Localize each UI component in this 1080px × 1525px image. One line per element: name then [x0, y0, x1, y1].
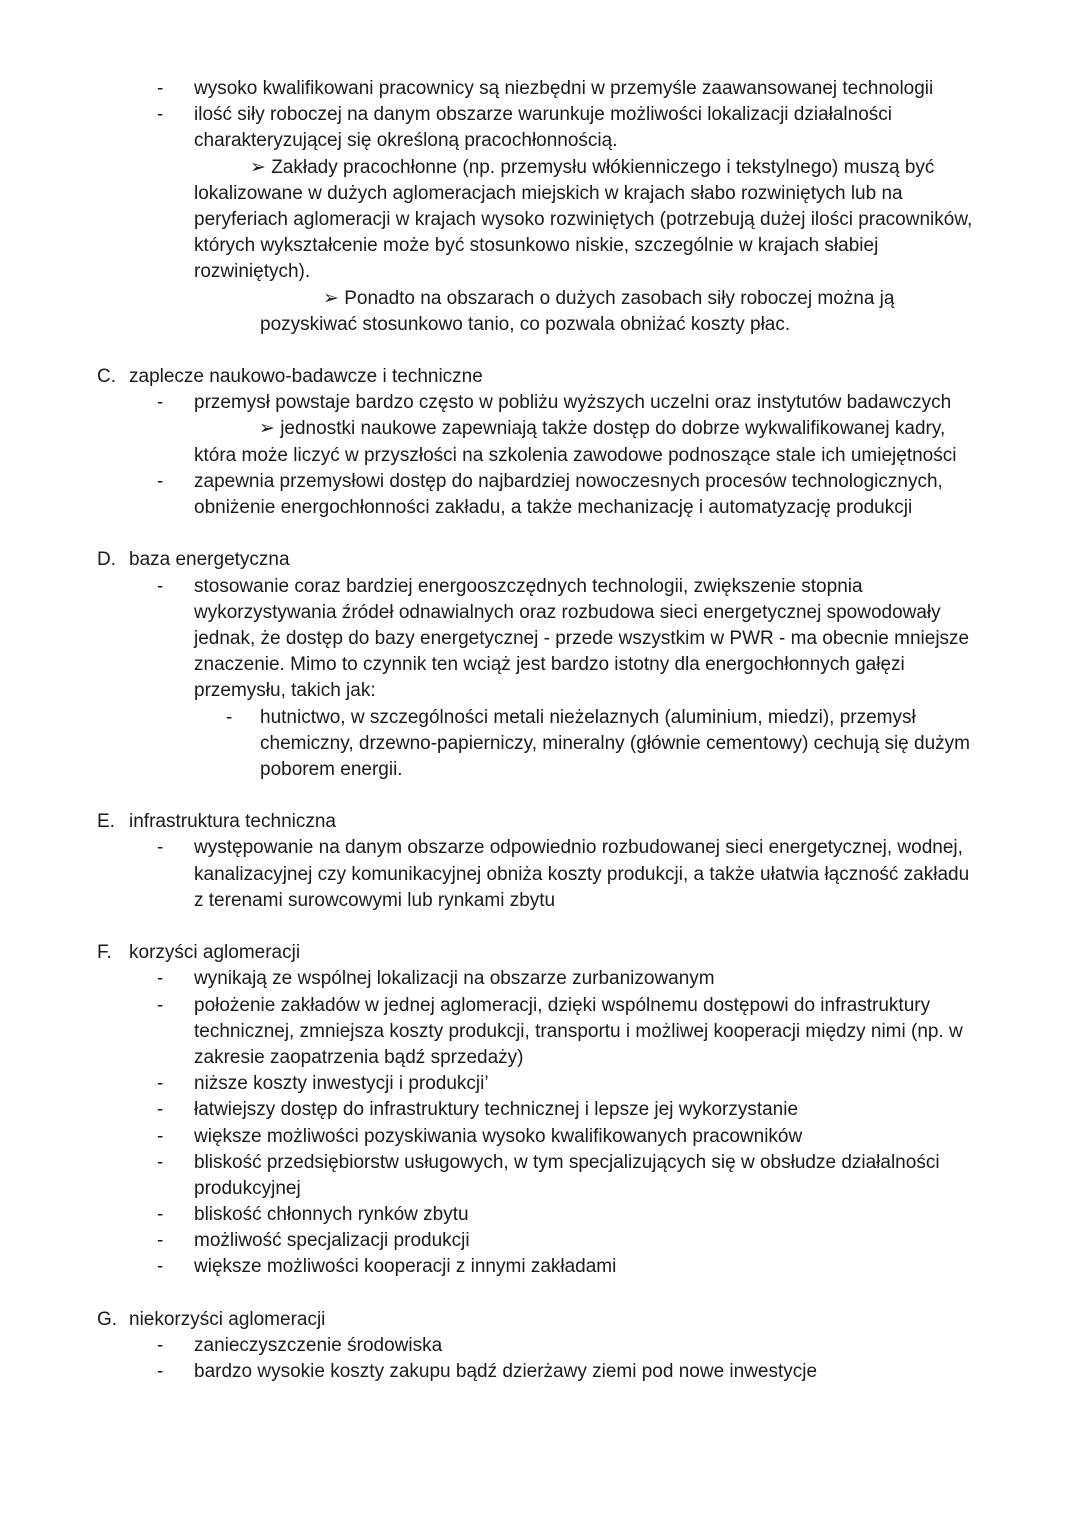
- bullet-line: [0, 1359, 1080, 1385]
- sub-bullet-continuation: [0, 757, 1080, 783]
- section-letter: C.: [97, 366, 116, 388]
- section-title: niekorzyści aglomeracji: [129, 1308, 326, 1330]
- bullet-line: [0, 1124, 1080, 1150]
- bullet-dash: -: [157, 994, 164, 1016]
- section-letter: F.: [97, 942, 112, 964]
- bullet-continuation: [0, 495, 1080, 521]
- bullet-text: położenie zakładów w jednej aglomeracji, dzięki wspólnemu dostępowi do infrastruktury: [194, 994, 931, 1016]
- bullet-dash: -: [157, 968, 164, 990]
- bullet-text: technicznej, zmniejsza koszty produkcji, transportu i możliwej kooperacji między nimi (np. w: [194, 1020, 963, 1042]
- bullet-text: łatwiejszy dostęp do infrastruktury technicznej i lepsze jej wykorzystanie: [194, 1099, 799, 1121]
- bullet-line: [0, 1150, 1080, 1176]
- section-heading-f: [0, 940, 1080, 966]
- arrow-point-text: których wykształcenie może być stosunkowo niskie, szczególnie w krajach słabiej: [194, 235, 879, 257]
- bullet-text: zanieczyszczenie środowiska: [194, 1335, 443, 1356]
- bullet-text: występowanie na danym obszarze odpowiednio rozbudowanej sieci energetycznej, wodnej,: [194, 837, 963, 859]
- arrow-point-text: która może liczyć w przyszłości na szkolenia zawodowe podnoszące stale ich umiejętności: [194, 444, 957, 466]
- arrow-line: [0, 416, 1080, 442]
- bullet-text: większe możliwości kooperacji z innymi zakładami: [194, 1256, 617, 1278]
- bullet-text: bardzo wysokie koszty zakupu bądź dzierżawy ziemi pod nowe inwestycje: [194, 1361, 818, 1383]
- bullet-text: wykorzystywania źródeł odnawialnych oraz rozbudowa sieci energetycznej spowodowały: [194, 601, 941, 623]
- bullet-continuation: [0, 128, 1080, 154]
- section-title: infrastruktura techniczna: [129, 811, 336, 833]
- bullet-text: znaczenie. Mimo to czynnik ten wciąż jest bardzo istotny dla energochłonnych gałęzi: [194, 654, 905, 676]
- section-heading-g: [0, 1307, 1080, 1333]
- bullet-line: [0, 1254, 1080, 1280]
- arrow-continuation: [0, 443, 1080, 469]
- bullet-line: [0, 469, 1080, 495]
- bullet-dash: -: [157, 104, 164, 126]
- bullet-dash: -: [157, 1335, 164, 1356]
- bullet-dash: -: [157, 1204, 164, 1226]
- bullet-text: z terenami surowcowymi lub rynkami zbytu: [194, 889, 556, 911]
- arrow-point-text: peryferiach aglomeracji w krajach wysoko rozwiniętych (potrzebują dużej ilości pracowników,: [194, 208, 973, 230]
- arrow-continuation: [0, 207, 1080, 233]
- bullet-line: [0, 1202, 1080, 1228]
- bullet-text: przemysł powstaje bardzo często w pobliżu wyższych uczelni oraz instytutów badawczych: [194, 392, 952, 414]
- bullet-dash: -: [157, 1256, 164, 1278]
- arrow-point-text: rozwiniętych).: [194, 261, 311, 283]
- sub-bullet-continuation: [0, 731, 1080, 757]
- section-letter: D.: [97, 549, 116, 571]
- section-heading-c: [0, 364, 1080, 390]
- section-title: zaplecze naukowo-badawcze i techniczne: [129, 366, 483, 388]
- bullet-dash: -: [157, 837, 164, 859]
- bullet-text: zapewnia przemysłowi dostęp do najbardziej nowoczesnych procesów technologicznych,: [194, 470, 943, 492]
- bullet-dash: -: [157, 1151, 164, 1173]
- arrow-line: [0, 286, 1080, 312]
- bullet-line: [0, 574, 1080, 600]
- document-page: [0, 76, 1080, 1385]
- arrow-point-text: ➢ Zakłady pracochłonne (np. przemysłu włókienniczego i tekstylnego) muszą być: [250, 156, 935, 178]
- bullet-continuation: [0, 888, 1080, 914]
- arrow-continuation: [0, 259, 1080, 285]
- bullet-text: bliskość chłonnych rynków zbytu: [194, 1204, 469, 1226]
- sub-bullet-line: [0, 705, 1080, 731]
- bullet-line: [0, 1333, 1080, 1359]
- bullet-text: bliskość przedsiębiorstw usługowych, w tym specjalizujących się w obsłudze działalności: [194, 1151, 940, 1173]
- bullet-text: jednak, że dostęp do bazy energetycznej - przede wszystkim w PWR - ma obecnie mniejsze: [194, 627, 970, 649]
- bullet-dash: -: [157, 1099, 164, 1121]
- sub-bullet-text: poborem energii.: [260, 758, 403, 780]
- bullet-text: kanalizacyjnej czy komunikacyjnej obniża koszty produkcji, a także ułatwia łączność zakładu: [194, 863, 970, 885]
- bullet-text: zakresie zaopatrzenia bądź sprzedaży): [194, 1046, 524, 1068]
- bullet-continuation: [0, 1176, 1080, 1202]
- bullet-dash: -: [157, 392, 164, 414]
- bullet-text: produkcyjnej: [194, 1177, 301, 1199]
- arrow-point-text: ➢ Ponadto na obszarach o dużych zasobach siły roboczej można ją: [323, 287, 895, 309]
- arrow-line: [0, 155, 1080, 181]
- bullet-dash: -: [157, 1125, 164, 1147]
- bullet-line: [0, 390, 1080, 416]
- sub-bullet-text: hutnictwo, w szczególności metali nieżelaznych (aluminium, miedzi), przemysł: [260, 706, 916, 728]
- arrow-continuation: [0, 233, 1080, 259]
- arrow-point-text: pozyskiwać stosunkowo tanio, co pozwala obniżać koszty płac.: [260, 313, 791, 335]
- bullet-line: [0, 1071, 1080, 1097]
- bullet-line: [0, 1228, 1080, 1254]
- bullet-text: niższe koszty inwestycji i produkcji’: [194, 1073, 489, 1095]
- sub-bullet-dash: -: [226, 706, 233, 728]
- bullet-continuation: [0, 600, 1080, 626]
- bullet-text: możliwość specjalizacji produkcji: [194, 1230, 470, 1252]
- sub-bullet-text: chemiczny, drzewno-papierniczy, mineralny (głównie cementowy) cechują się dużym: [260, 732, 970, 754]
- bullet-dash: -: [157, 575, 164, 597]
- bullet-continuation: [0, 652, 1080, 678]
- arrow-continuation: [0, 312, 1080, 338]
- bullet-line: [0, 76, 1080, 102]
- bullet-text: stosowanie coraz bardziej energooszczędnych technologii, zwiększenie stopnia: [194, 575, 863, 597]
- bullet-continuation: [0, 678, 1080, 704]
- arrow-point-text: ➢ jednostki naukowe zapewniają także dostęp do dobrze wykwalifikowanej kadry,: [259, 418, 946, 440]
- arrow-point-text: lokalizowane w dużych aglomeracjach miejskich w krajach słabo rozwiniętych lub na: [194, 182, 903, 204]
- bullet-line: [0, 102, 1080, 128]
- bullet-text: przemysłu, takich jak:: [194, 680, 376, 702]
- section-letter: E.: [97, 811, 115, 833]
- bullet-text: obniżenie energochłonności zakładu, a także mechanizację i automatyzację produkcji: [194, 497, 913, 518]
- section-heading-d: [0, 547, 1080, 573]
- arrow-continuation: [0, 181, 1080, 207]
- bullet-dash: -: [157, 1230, 164, 1252]
- bullet-text: wysoko kwalifikowani pracownicy są niezbędni w przemyśle zaawansowanej technologii: [194, 78, 934, 99]
- bullet-dash: -: [157, 470, 164, 492]
- bullet-continuation: [0, 862, 1080, 888]
- bullet-line: [0, 835, 1080, 861]
- section-letter: G.: [97, 1308, 118, 1330]
- section-heading-e: [0, 809, 1080, 835]
- bullet-continuation: [0, 626, 1080, 652]
- bullet-line: [0, 993, 1080, 1019]
- bullet-text: wynikają ze wspólnej lokalizacji na obszarze zurbanizowanym: [194, 968, 715, 990]
- bullet-continuation: [0, 1045, 1080, 1071]
- section-title: korzyści aglomeracji: [129, 942, 301, 964]
- bullet-dash: -: [157, 1073, 164, 1095]
- bullet-continuation: [0, 1019, 1080, 1045]
- bullet-dash: -: [157, 1361, 164, 1383]
- bullet-text: ilość siły roboczej na danym obszarze warunkuje możliwości lokalizacji działalności: [194, 104, 893, 126]
- bullet-text: charakteryzującej się określoną pracochłonnością.: [194, 130, 618, 152]
- bullet-line: [0, 1097, 1080, 1123]
- bullet-text: większe możliwości pozyskiwania wysoko kwalifikowanych pracowników: [194, 1125, 803, 1147]
- section-title: baza energetyczna: [129, 549, 290, 571]
- bullet-line: [0, 966, 1080, 992]
- bullet-dash: -: [157, 78, 164, 99]
